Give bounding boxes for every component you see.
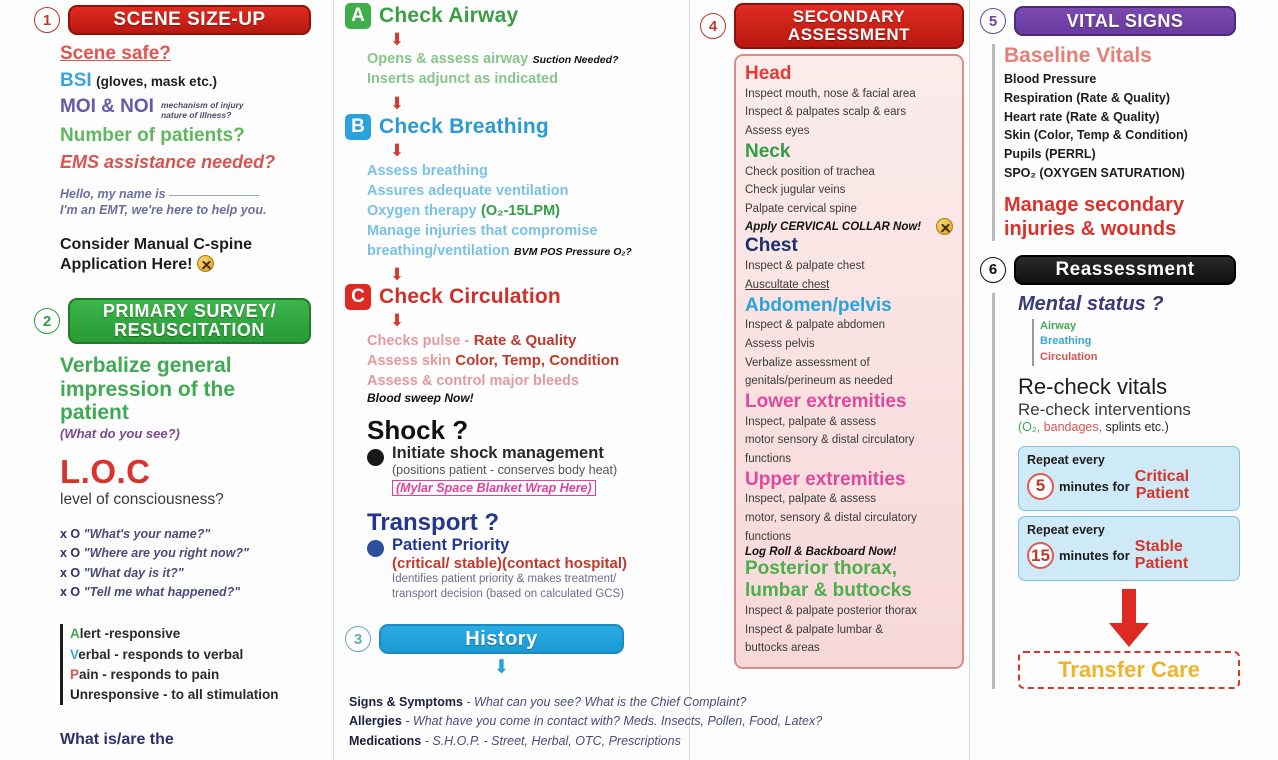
secondary-item: Inspect, palpate & assess xyxy=(745,493,877,506)
secondary-item: Inspect & palpate posterior thorax xyxy=(745,605,917,617)
loc-question: x O "What's your name?" xyxy=(60,526,211,541)
verbalize-sublabel: (What do you see?) xyxy=(60,425,180,441)
reassess-abc-item: Circulation xyxy=(1040,351,1098,364)
vitals-item: Pupils (PERRL) xyxy=(1004,147,1096,161)
avpu-scale-list xyxy=(60,624,329,705)
column-abc xyxy=(345,0,685,760)
secondary-item: functions xyxy=(745,530,792,543)
sample-history-row: Medications - S.H.O.P. - Street, Herbal, OTC, Prescriptions xyxy=(349,733,681,748)
mylar-blanket-note: (Mylar Space Blanket Wrap Here) xyxy=(392,480,596,496)
column-divider-3 xyxy=(969,0,970,760)
repeat-box-critical xyxy=(1018,446,1240,511)
repeat-box-stable xyxy=(1018,516,1240,581)
secondary-item: Check jugular veins xyxy=(745,184,846,197)
name-blank-line xyxy=(169,195,259,196)
log-roll-alert: Log Roll & Backboard Now! xyxy=(745,546,897,559)
column-divider-1 xyxy=(333,0,334,760)
bsi-label: BSI xyxy=(60,70,92,91)
loc-label: L.O.C xyxy=(60,452,151,490)
loc-question: x O "Tell me what happened?" xyxy=(60,584,241,599)
recheck-interventions-label: Re-check interventions xyxy=(1018,400,1191,420)
secondary-group-title: Head xyxy=(745,63,792,84)
breathing-line-2: Assures adequate ventilation xyxy=(367,183,569,200)
vitals-item: Heart rate (Rate & Quality) xyxy=(1004,109,1160,124)
shock-management-sublabel: (positions patient - conserves body heat) xyxy=(392,463,618,478)
vitals-item: SPO₂ (OXYGEN SATURATION) xyxy=(1004,165,1185,180)
secondary-item: motor, sensory & distal circulatory xyxy=(745,512,917,525)
recheck-interventions-sublabel: (O₂, bandages, splints etc.) xyxy=(1018,420,1169,435)
letter-b-badge: B xyxy=(345,114,371,140)
secondary-assessment-header xyxy=(700,3,965,49)
cspine-line-1: Consider Manual C-spine xyxy=(60,236,253,254)
flow-arrow-down-icon: ⬇ xyxy=(389,94,405,114)
transfer-arrow-container xyxy=(1018,589,1240,649)
repeat-interval-15: 15 xyxy=(1027,542,1054,569)
step-number-1: 1 xyxy=(34,7,60,33)
letter-a-badge: A xyxy=(345,3,371,29)
check-airway-title: Check Airway xyxy=(379,4,519,27)
sample-history-row: Allergies - What have you come in contact with? Meds. Insects, Pollen, Food, Latex? xyxy=(349,714,823,729)
mental-status-label: Mental status ? xyxy=(1018,292,1164,315)
flow-arrow-down-icon: ⬇ xyxy=(389,30,405,49)
column-secondary-assessment xyxy=(700,0,965,760)
ems-assistance-label: EMS assistance needed? xyxy=(60,151,276,172)
step-number-2: 2 xyxy=(34,308,60,334)
breathing-line-1: Assess breathing xyxy=(367,163,488,180)
column-scene-size-up xyxy=(34,0,329,760)
reassess-abc-item: Airway xyxy=(1040,319,1077,332)
secondary-assessment-body xyxy=(734,54,964,669)
secondary-group-title: Chest xyxy=(745,235,798,257)
step-number-6: 6 xyxy=(980,257,1006,283)
x-alert-icon xyxy=(936,218,953,235)
secondary-item: Inspect & palpate lumbar & xyxy=(745,623,884,636)
avpu-item: Verbal - responds to verbal xyxy=(70,646,244,662)
secondary-item: Inspect & palpates scalp & ears xyxy=(745,106,907,119)
gcs-note-line-1: Identifies patient priority & makes treatment/ xyxy=(392,573,617,586)
intro-script-line-2: I'm an EMT, we're here to help you. xyxy=(60,203,267,218)
patient-priority-label: Patient Priority xyxy=(392,536,510,555)
secondary-item: Inspect & palpate chest xyxy=(745,260,865,273)
gcs-note-line-2: transport decision (based on calculated GCS) xyxy=(392,588,625,601)
shock-title: Shock ? xyxy=(367,415,469,446)
cervical-collar-alert-row xyxy=(745,218,953,235)
scene-size-up-title: SCENE SIZE-UP xyxy=(68,5,311,35)
secondary-group-title-2: lumbar & buttocks xyxy=(745,580,912,602)
transfer-care-box: Transfer Care xyxy=(1018,651,1240,689)
loc-question: x O "Where are you right now?" xyxy=(60,546,249,561)
circulation-line-2: Assess skin Color, Temp, Condition xyxy=(367,352,620,370)
secondary-group-title: Posterior thorax, xyxy=(745,558,898,580)
secondary-group-title: Abdomen/pelvis xyxy=(745,294,892,316)
reassessment-header xyxy=(980,255,1278,285)
check-breathing-title: Check Breathing xyxy=(379,115,549,139)
repeat-interval-5: 5 xyxy=(1027,473,1054,500)
noi-sublabel: nature of illness? xyxy=(160,109,232,120)
secondary-item: Assess eyes xyxy=(745,125,810,138)
verbalize-line-2: impression of the xyxy=(60,377,236,401)
transport-title: Transport ? xyxy=(367,509,500,537)
vitals-item: Skin (Color, Temp & Condition) xyxy=(1004,128,1188,143)
vital-signs-header xyxy=(980,6,1278,36)
intro-script-line-1: Hello, my name is xyxy=(60,186,329,203)
avpu-item: Alert -responsive xyxy=(70,626,181,642)
circulation-header xyxy=(345,284,685,310)
column-vitals-reassessment xyxy=(980,0,1278,760)
step-number-4: 4 xyxy=(700,13,726,39)
circulation-line-1: Checks pulse - Rate & Quality xyxy=(367,332,577,350)
reassess-abc-item: Breathing xyxy=(1040,335,1092,348)
x-alert-icon xyxy=(197,255,214,272)
primary-survey-title: PRIMARY SURVEY/ RESUSCITATION xyxy=(68,298,311,344)
secondary-item: buttocks areas xyxy=(745,642,820,655)
secondary-item: Assess pelvis xyxy=(745,338,815,350)
breathing-line-3: Oxygen therapy (O₂-15LPM) xyxy=(367,203,560,220)
recheck-vitals-label: Re-check vitals xyxy=(1018,374,1168,400)
secondary-item: motor sensory & distal circulatory xyxy=(745,434,915,447)
vital-signs-title: VITAL SIGNS xyxy=(1014,6,1236,36)
secondary-item: Inspect mouth, nose & facial area xyxy=(745,87,916,100)
bsi-sublabel: (gloves, mask etc.) xyxy=(96,74,217,89)
reassess-abc-list xyxy=(1032,319,1278,367)
breathing-line-5: breathing/ventilation BVM POS Pressure O₂? xyxy=(367,243,632,260)
repeat-minutes-label: minutes for xyxy=(1059,548,1130,564)
secondary-item: Auscultate chest xyxy=(745,278,830,291)
loc-sublabel: level of consciousness? xyxy=(60,490,224,508)
airway-line-1: Opens & assess airway Suction Needed? xyxy=(367,51,619,67)
stable-patient-line-1: Stable xyxy=(1134,537,1183,555)
reassessment-body xyxy=(992,293,1278,689)
shock-management-label: Initiate shock management xyxy=(392,444,604,463)
flow-arrow-down-icon: ⬇ xyxy=(389,265,405,285)
history-title: History xyxy=(379,624,624,654)
loc-question: x O "What day is it?" xyxy=(60,565,184,580)
verbalize-line-1: Verbalize general xyxy=(60,354,232,378)
repeat-every-label: Repeat every xyxy=(1027,453,1105,468)
moi-noi-label: MOI & NOI xyxy=(60,96,154,117)
cervical-collar-alert: Apply CERVICAL COLLAR Now! xyxy=(745,220,922,233)
history-arrow-down-icon: ⬇ xyxy=(493,657,510,678)
secondary-item: functions xyxy=(745,452,792,465)
critical-patient-line-1: Critical xyxy=(1134,468,1190,486)
vital-signs-body xyxy=(992,44,1278,241)
secondary-group-title: Upper extremities xyxy=(745,468,906,490)
verbalize-line-3: patient xyxy=(60,401,129,425)
secondary-assessment-title: SECONDARY ASSESSMENT xyxy=(734,3,964,49)
moi-sublabel: mechanism of injury xyxy=(160,100,244,110)
secondary-item: Palpate cervical spine xyxy=(745,202,857,215)
critical-patient-line-2: Patient xyxy=(1135,485,1190,503)
airway-header xyxy=(345,3,685,29)
primary-survey-header xyxy=(34,298,329,344)
scene-size-up-header xyxy=(34,5,329,35)
scene-safe-label: Scene safe? xyxy=(60,43,171,64)
secondary-item: Inspect & palpate abdomen xyxy=(745,319,886,332)
what-is-are-the-label: What is/are the xyxy=(60,731,174,749)
circulation-line-3: Assess & control major bleeds xyxy=(367,373,579,390)
secondary-item: Check position of trachea xyxy=(745,165,875,178)
flow-arrow-down-icon: ⬇ xyxy=(389,311,405,331)
check-circulation-title: Check Circulation xyxy=(379,285,561,309)
secondary-group-title: Lower extremities xyxy=(745,390,907,412)
bullet-dot-icon xyxy=(367,449,384,466)
repeat-minutes-label: minutes for xyxy=(1059,478,1130,494)
column-divider-2 xyxy=(689,0,690,760)
history-header xyxy=(345,624,685,654)
secondary-item: genitals/perineum as needed xyxy=(745,375,893,388)
avpu-item: Pain - responds to pain xyxy=(70,666,220,682)
step-number-3: 3 xyxy=(345,626,371,652)
secondary-item: Verbalize assessment of xyxy=(745,356,870,369)
avpu-item: Unresponsive - to all stimulation xyxy=(70,687,279,703)
secondary-group-title: Neck xyxy=(745,140,791,162)
repeat-every-label: Repeat every xyxy=(1027,522,1105,537)
vitals-item: Respiration (Rate & Quality) xyxy=(1004,90,1170,105)
critical-stable-label: (critical/ stable)(contact hospital) xyxy=(392,555,628,573)
letter-c-badge: C xyxy=(345,284,371,310)
blood-sweep-note: Blood sweep Now! xyxy=(367,391,474,406)
step-number-5: 5 xyxy=(980,8,1006,34)
stable-patient-line-2: Patient xyxy=(1134,554,1189,572)
number-of-patients-label: Number of patients? xyxy=(60,124,245,146)
secondary-item: Inspect, palpate & assess xyxy=(745,415,877,428)
vitals-item: Blood Pressure xyxy=(1004,72,1097,86)
breathing-line-4: Manage injuries that compromise xyxy=(367,223,598,240)
manage-secondary-line-1: Manage secondary xyxy=(1004,193,1185,216)
airway-line-2: Inserts adjunct as indicated xyxy=(367,70,558,87)
baseline-vitals-label: Baseline Vitals xyxy=(1004,44,1152,67)
sample-history-row: Signs & Symptoms - What can you see? What is the Chief Complaint? xyxy=(349,695,747,709)
big-down-arrow-icon xyxy=(1107,589,1151,649)
breathing-header xyxy=(345,114,685,140)
loc-questions-list xyxy=(60,525,329,603)
flow-arrow-down-icon: ⬇ xyxy=(389,141,405,161)
manage-secondary-line-2: injuries & wounds xyxy=(1004,217,1177,240)
bullet-dot-blue-icon xyxy=(367,540,384,557)
reassessment-title: Reassessment xyxy=(1014,255,1236,285)
vitals-list xyxy=(1004,70,1278,183)
cspine-line-2: Application Here! xyxy=(60,255,329,275)
